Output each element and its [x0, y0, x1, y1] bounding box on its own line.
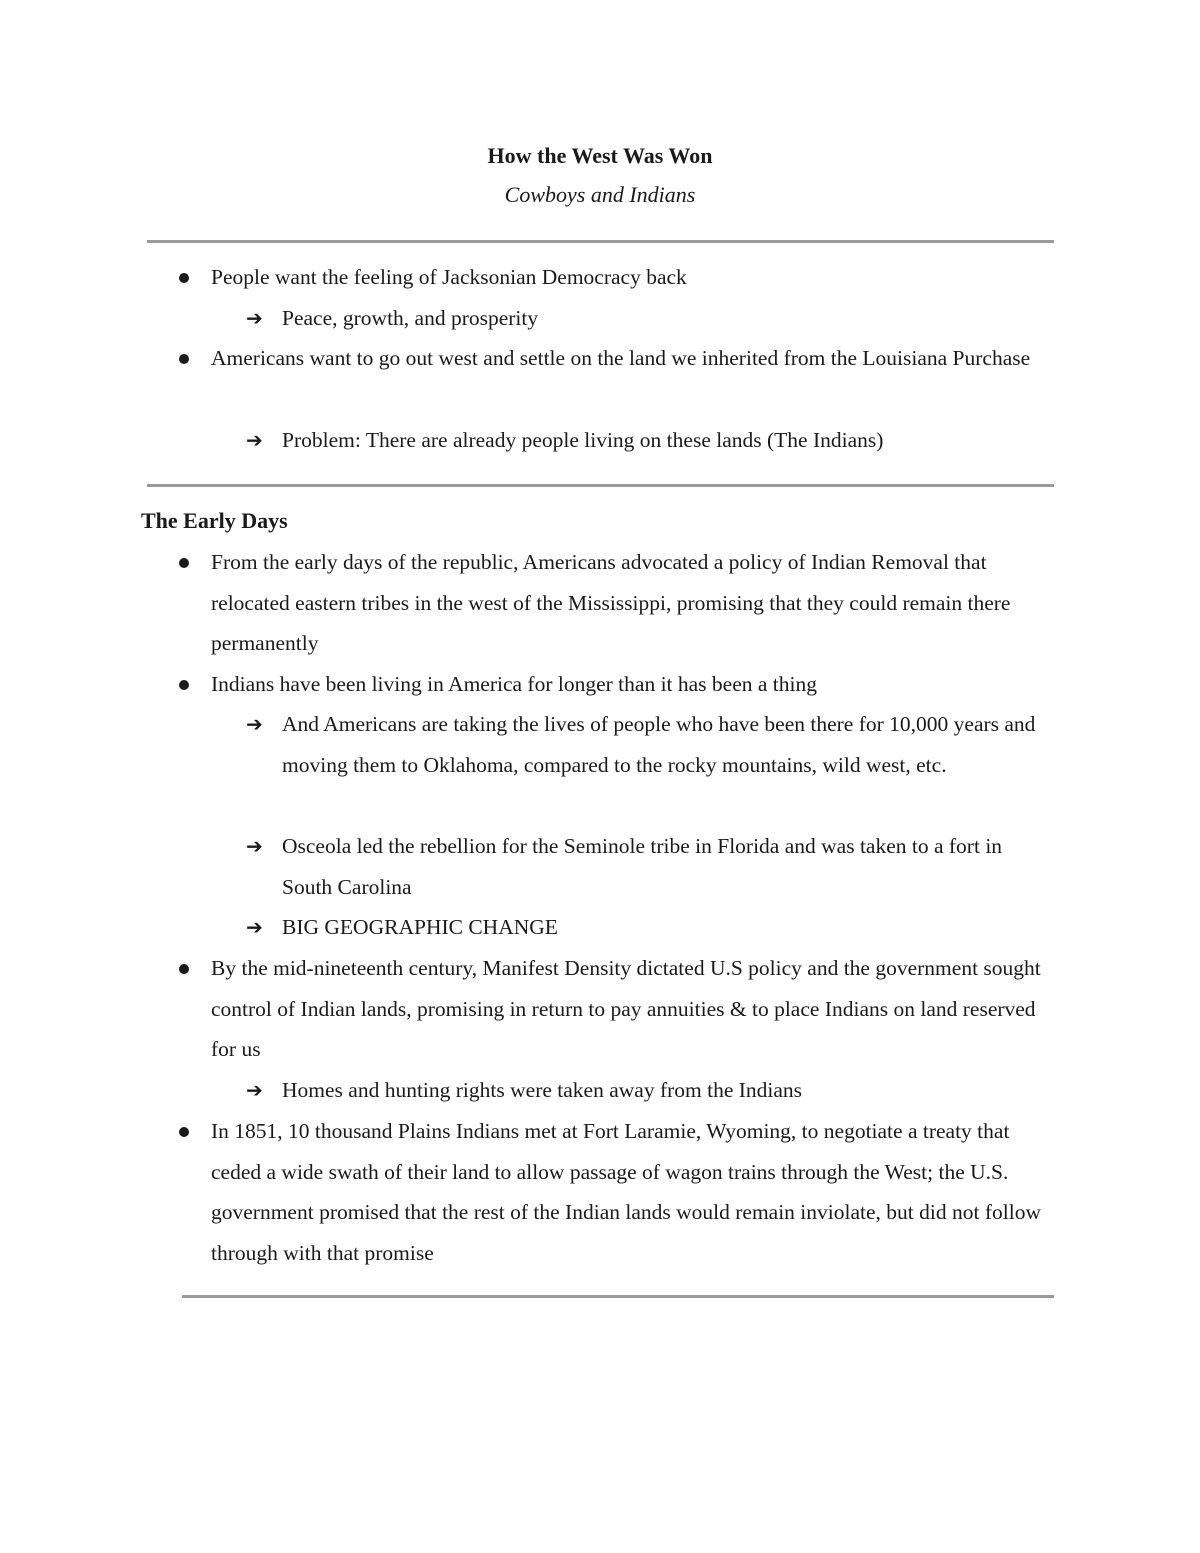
list-item	[211, 1111, 1061, 1273]
arrow-icon: ➔	[246, 834, 263, 858]
sub-list-item	[246, 420, 1057, 461]
bullet-icon	[179, 558, 189, 568]
arrow-icon: ➔	[246, 428, 263, 452]
sub-list-item	[246, 907, 1057, 948]
sub-list-item	[246, 704, 1057, 785]
list-item	[211, 948, 1061, 1070]
sub-list-item-text: Osceola led the rebellion for the Seminole tribe in Florida and was taken to a fort in South Carolina	[282, 834, 1003, 899]
bullet-icon	[179, 354, 189, 364]
arrow-icon: ➔	[246, 915, 263, 939]
list-item-text: In 1851, 10 thousand Plains Indians met at Fort Laramie, Wyoming, to negotiate a treaty that ceded a wide swath of their land to allow passage of wagon trains through the West; the U.S. government promised that the rest of the Indian lands would remain inviolate, but did not follow through with that promise	[211, 1119, 1041, 1265]
list-item-text: People want the feeling of Jacksonian Democracy back	[211, 265, 687, 289]
horizontal-rule	[182, 1295, 1054, 1298]
sub-list-item-text: Peace, growth, and prosperity	[282, 306, 539, 330]
list-item	[211, 664, 1061, 705]
horizontal-rule	[147, 240, 1054, 243]
bullet-icon	[179, 680, 189, 690]
sub-list-item	[246, 298, 1057, 339]
arrow-icon: ➔	[246, 712, 263, 736]
sub-list-item	[246, 826, 1057, 907]
sub-list-item-text: And Americans are taking the lives of people who have been there for 10,000 years and moving them to Oklahoma, compared to the rocky mountains, wild west, etc.	[282, 712, 1036, 777]
arrow-icon: ➔	[246, 306, 263, 330]
document-title: How the West Was Won	[487, 143, 713, 168]
list-item	[211, 257, 1061, 298]
sub-list-item-text: Problem: There are already people living on these lands (The Indians)	[282, 428, 884, 452]
sub-list-item-text: BIG GEOGRAPHIC CHANGE	[282, 915, 558, 939]
bullet-icon	[179, 273, 189, 283]
sub-list-item	[246, 1070, 1057, 1111]
list-item	[211, 338, 1061, 379]
arrow-icon: ➔	[246, 1078, 263, 1102]
list-item-text: Americans want to go out west and settle on the land we inherited from the Louisiana Purchase	[211, 346, 1031, 370]
document-subtitle: Cowboys and Indians	[504, 182, 696, 207]
list-item-text: From the early days of the republic, Americans advocated a policy of Indian Removal that relocated eastern tribes in the west of the Mississippi, promising that they could remain there permanently	[211, 550, 1011, 656]
list-item-text: Indians have been living in America for longer than it has been a thing	[211, 672, 817, 696]
list-item-text: By the mid-nineteenth century, Manifest Density dictated U.S policy and the government sought control of Indian lands, promising in return to pay annuities & to place Indians on land reserved for us	[211, 956, 1041, 1062]
bullet-icon	[179, 964, 189, 974]
sub-list-item-text: Homes and hunting rights were taken away from the Indians	[282, 1078, 803, 1102]
list-item	[211, 542, 1061, 664]
bullet-icon	[179, 1127, 189, 1137]
horizontal-rule	[147, 484, 1054, 487]
section-heading: The Early Days	[141, 508, 288, 533]
